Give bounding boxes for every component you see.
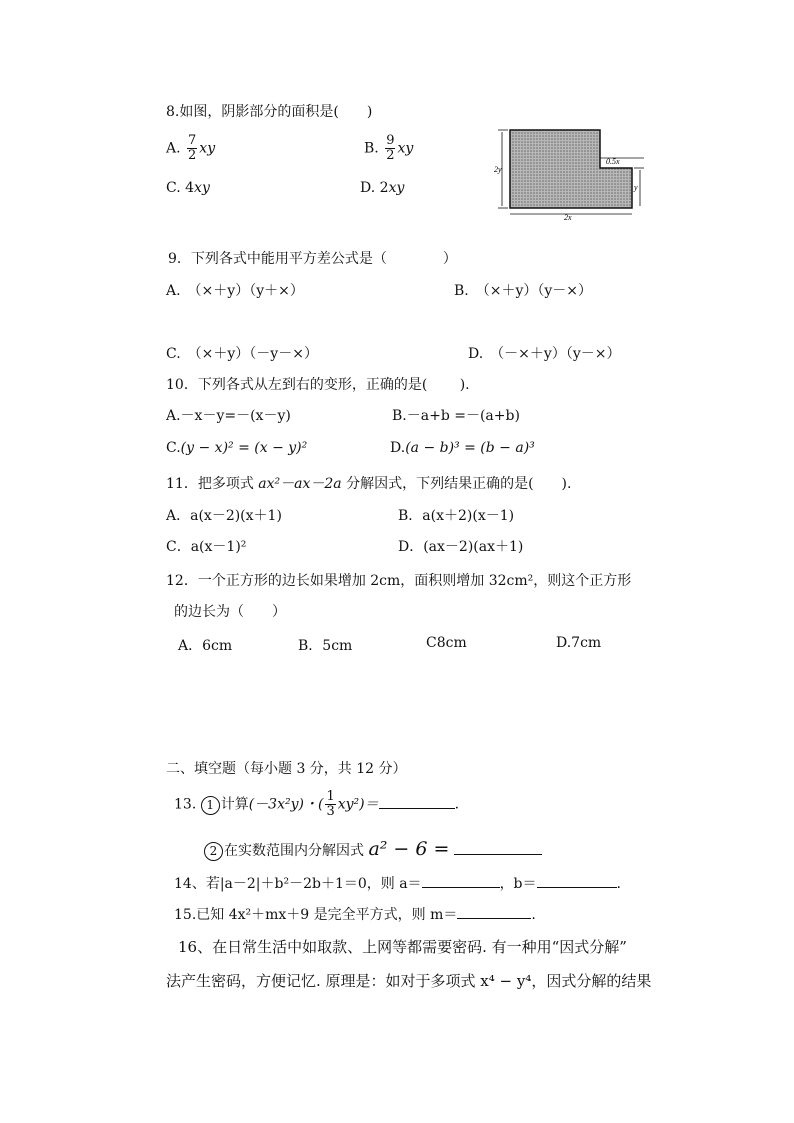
q12-option-a: A．6cm [178, 638, 233, 654]
instruction: 计算 [220, 796, 249, 813]
stem-prefix: 11．把多项式 [166, 476, 254, 492]
option-value: 2 [379, 180, 389, 196]
figure-label-width: 2x [564, 213, 572, 222]
section-2-title: 二、填空题（每小题 3 分，共 12 分） [166, 761, 407, 777]
circled-number-2: 2 [204, 842, 223, 861]
instruction: 在实数范围内分解因式 [224, 843, 364, 859]
fraction-denominator: 2 [386, 148, 395, 163]
q16-line2: 法产生密码，方便记忆. 原理是：如对于多项式 x⁴ − y⁴，因式分解的结果 [166, 972, 652, 990]
fraction [325, 790, 335, 819]
polynomial: ax²－ax－2a [258, 476, 342, 492]
period: . [454, 796, 460, 813]
variable: xy [388, 180, 405, 196]
option-expression: (y − x)² = (x − y)² [180, 440, 308, 456]
expression-part-b: xy²)＝ [337, 796, 379, 813]
expression: a² − 6 = [368, 838, 450, 860]
q14 [174, 873, 621, 893]
option-label: C. [166, 440, 181, 456]
fraction-numerator: 9 [386, 133, 395, 148]
period: . [531, 907, 536, 923]
q9-option-d: D. （－×＋y）（y－×） [468, 346, 621, 362]
variable: xy [194, 180, 210, 196]
period: . [616, 876, 621, 892]
q10-option-d [390, 440, 535, 456]
option-label: A. [166, 140, 181, 157]
figure-label-height: 2y [494, 165, 502, 174]
stem-suffix: 分解因式，下列结果正确的是( ). [346, 476, 572, 492]
q8-stem: 8.如图，阴影部分的面积是( ) [166, 104, 373, 120]
q9-option-c: C. （×＋y）（－y－×） [166, 346, 318, 362]
q13-part1 [174, 790, 459, 819]
q9-stem: 9．下列各式中能用平方差公式是（ ） [168, 251, 457, 267]
q16-line1: 16、在日常生活中如取款、上网等都需要密码. 有一种用“因式分解” [178, 938, 627, 956]
answer-blank-13-2[interactable] [454, 842, 542, 855]
variable: xy [397, 140, 414, 157]
q11-stem [166, 473, 571, 493]
q12-option-d: D.7cm [556, 635, 602, 651]
fraction [385, 134, 395, 163]
circled-number-1: 1 [201, 796, 220, 815]
q12-option-b: B．5cm [298, 638, 353, 654]
answer-blank-14-a[interactable] [422, 875, 500, 888]
q9-option-b: B. （×＋y）（y－×） [454, 283, 593, 299]
q10-option-a: A.－x－y=－(x－y) [166, 408, 291, 424]
q11-option-a: A．a(x－2)(x＋1) [166, 508, 282, 524]
shaded-region [510, 130, 632, 208]
option-label: D. [360, 180, 376, 196]
expression-part-a: (－3x²y)・( [248, 796, 324, 813]
option-label: C. [166, 180, 181, 196]
answer-blank-14-b[interactable] [537, 875, 617, 888]
option-label: B. [364, 140, 379, 157]
fraction-denominator: 3 [326, 804, 335, 819]
q15 [174, 904, 536, 924]
q10-stem: 10．下列各式从左到右的变形，正确的是( ). [166, 377, 470, 393]
variable: xy [199, 140, 216, 157]
q8-option-d [360, 180, 404, 196]
q11-option-d: D．(ax－2)(ax＋1) [398, 539, 524, 555]
fraction-denominator: 2 [188, 148, 197, 163]
q13-part2 [204, 838, 542, 861]
option-label: D. [390, 440, 406, 456]
q8-option-a [166, 134, 215, 163]
answer-blank-13-1[interactable] [379, 796, 455, 809]
fraction-numerator: 7 [188, 133, 197, 148]
q12-stem-line2: 的边长为（ ） [174, 604, 286, 620]
q10-option-b: B.－a+b =－(a+b) [392, 408, 520, 424]
q12-stem-line1: 12．一个正方形的边长如果增加 2cm，面积则增加 32cm²，则这个正方形 [166, 573, 632, 589]
figure-label-step: 0.5x [606, 157, 620, 166]
question-number: 13. [174, 796, 197, 813]
option-expression: (a − b)³ = (b − a)³ [405, 440, 535, 456]
q14-middle: ，b＝ [499, 876, 537, 892]
option-value: 4 [185, 180, 195, 196]
fraction-numerator: 1 [326, 789, 335, 804]
answer-blank-15[interactable] [457, 906, 531, 919]
q12-option-c: C8cm [426, 635, 467, 651]
q11-option-b: B．a(x＋2)(x－1) [398, 508, 515, 524]
figure-label-right: y [634, 183, 638, 192]
q10-option-c [166, 440, 307, 456]
q8-option-c [166, 180, 210, 196]
q8-option-b [364, 134, 413, 163]
fraction [187, 134, 197, 163]
q15-text: 15.已知 4x²＋mx＋9 是完全平方式，则 m＝ [174, 907, 458, 923]
q11-option-c: C．a(x－1)² [166, 539, 247, 555]
q9-option-a: A. （×＋y）（y＋×） [166, 283, 304, 299]
q8-shaded-figure [494, 126, 650, 222]
q14-text: 14、若|a－2|＋b²－2b＋1＝0，则 a＝ [174, 876, 422, 892]
